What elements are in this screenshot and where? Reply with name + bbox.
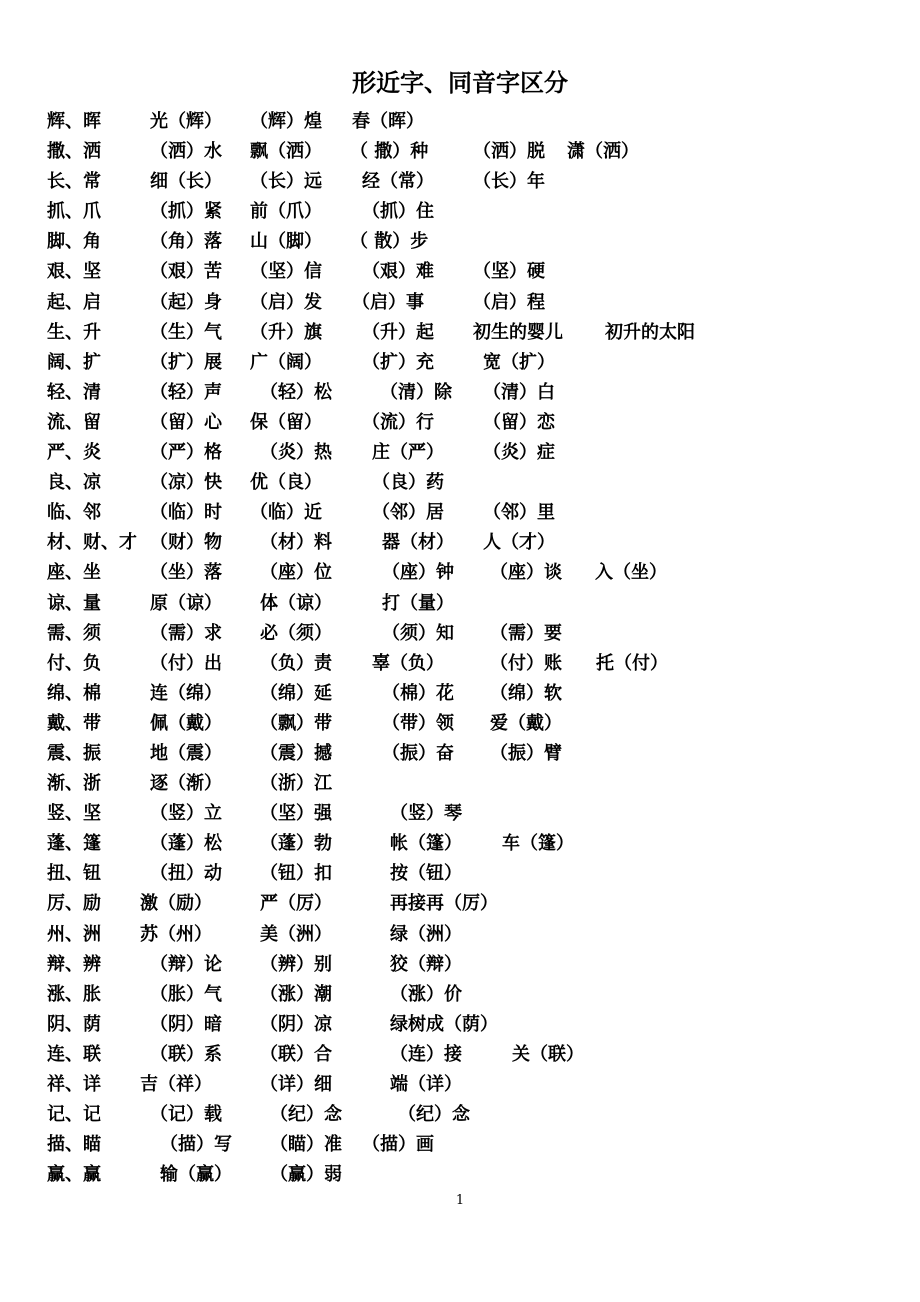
word-entry: 逐（渐） — [150, 773, 222, 795]
word-entry: （严）格 — [150, 442, 222, 464]
character-pair: 流、留 — [47, 411, 101, 433]
word-entry: （艰）苦 — [150, 261, 222, 283]
word-entry: （升）起 — [362, 321, 434, 343]
word-row — [0, 227, 920, 257]
word-row — [0, 1010, 920, 1040]
word-entry: （临）近 — [250, 502, 322, 524]
word-row — [0, 257, 920, 287]
word-entry: 经（常） — [362, 171, 434, 193]
word-entry: （绵）延 — [260, 682, 332, 704]
word-entry: （付）账 — [490, 652, 562, 674]
word-entry: 绿（洲） — [390, 923, 462, 945]
word-entry: 山（脚） — [250, 231, 322, 253]
word-entry: （纪）念 — [398, 1104, 470, 1126]
word-row — [0, 528, 920, 558]
word-entry: 初升的太阳 — [605, 321, 695, 343]
word-row — [0, 137, 920, 167]
character-pair: 辉、晖 — [47, 111, 101, 132]
word-entry: （洒）脱 — [473, 141, 545, 163]
word-entry: （须）知 — [382, 622, 454, 644]
word-row — [0, 1160, 920, 1190]
word-entry: （详）细 — [260, 1074, 332, 1095]
word-entry: （升）旗 — [250, 321, 322, 343]
word-entry: （财）物 — [150, 532, 222, 554]
character-pair: 记、记 — [47, 1104, 101, 1126]
word-entry: （轻）松 — [260, 381, 332, 403]
word-row — [0, 950, 920, 980]
word-entry: 庄（严） — [372, 442, 444, 464]
character-pair: 撒、洒 — [47, 141, 101, 163]
word-row — [0, 468, 920, 498]
word-entry: （邻）里 — [483, 502, 555, 524]
word-row — [0, 589, 920, 619]
word-entry: 光（辉） — [150, 111, 222, 132]
word-entry: （竖）琴 — [390, 803, 462, 825]
word-entry: 广（阔） — [250, 351, 322, 373]
character-pair: 厉、励 — [47, 893, 101, 915]
word-entry: （座）钟 — [382, 562, 454, 584]
character-pair: 竖、坚 — [47, 803, 101, 825]
word-entry: 帐（篷） — [390, 833, 462, 855]
word-entry: （座）位 — [260, 562, 332, 584]
word-entry: （生）气 — [150, 321, 222, 343]
word-row — [0, 408, 920, 438]
word-entry: 佩（戴） — [150, 712, 222, 734]
word-row — [0, 709, 920, 739]
page-number: 1 — [455, 1193, 465, 1208]
character-pair: 阔、扩 — [47, 351, 101, 373]
word-entry: 前（爪） — [250, 201, 322, 223]
word-entry: 绿树成（荫） — [390, 1013, 498, 1035]
character-pair: 绵、棉 — [47, 682, 101, 704]
word-entry: （赢）弱 — [270, 1164, 342, 1186]
word-entry: （棉）花 — [382, 682, 454, 704]
word-entry: （需）要 — [490, 622, 562, 644]
word-entry: （座）谈 — [490, 562, 562, 584]
word-entry: 再接再（厉） — [390, 893, 498, 915]
word-entry: 端（详） — [390, 1074, 462, 1095]
word-entry: 狡（辩） — [390, 953, 462, 975]
word-row — [0, 619, 920, 649]
character-pair: 材、财、才 — [47, 532, 137, 554]
word-row — [0, 167, 920, 197]
word-entry: （起）身 — [150, 291, 222, 313]
word-entry: 苏（州） — [140, 923, 212, 945]
word-entry: 春（晖） — [352, 111, 424, 132]
word-entry: 人（才） — [483, 532, 555, 554]
word-entry: （描）写 — [160, 1134, 232, 1156]
character-pair: 赢、赢 — [47, 1164, 101, 1186]
word-entry: 按（钮） — [390, 863, 462, 885]
word-entry: （阴）暗 — [150, 1013, 222, 1035]
word-entry: （坚）信 — [250, 261, 322, 283]
character-pair: 脚、角 — [47, 231, 101, 253]
character-pair: 严、炎 — [47, 442, 101, 464]
word-entry: （启）程 — [473, 291, 545, 313]
word-entry: （洒）水 — [150, 141, 222, 163]
word-entry: 打（量） — [382, 592, 454, 614]
word-entry: （描）画 — [362, 1134, 434, 1156]
word-entry: （震）撼 — [260, 742, 332, 764]
word-row — [0, 829, 920, 859]
page-title: 形近字、同音字区分 — [352, 68, 568, 97]
word-entry: 必（须） — [260, 622, 332, 644]
word-row — [0, 679, 920, 709]
character-pair: 起、启 — [47, 291, 101, 313]
character-pair: 轻、清 — [47, 381, 101, 403]
word-entry: 飘（洒） — [250, 141, 322, 163]
character-pair: 需、须 — [47, 622, 101, 644]
word-entry: （临）时 — [150, 502, 222, 524]
word-entry: （扩）展 — [150, 351, 222, 373]
word-entry: （钮）扣 — [260, 863, 332, 885]
word-entry: （长）年 — [473, 171, 545, 193]
word-entry: （浙）江 — [260, 773, 332, 795]
word-entry: （坚）强 — [260, 803, 332, 825]
word-entry: （涨）价 — [390, 983, 462, 1005]
word-entry: （材）料 — [260, 532, 332, 554]
word-entry: （付）出 — [150, 652, 222, 674]
word-entry: 保（留） — [250, 411, 322, 433]
word-entry: （振）臂 — [490, 742, 562, 764]
character-pair: 蓬、篷 — [47, 833, 101, 855]
word-entry: （邻）居 — [372, 502, 444, 524]
word-entry: 优（良） — [250, 472, 322, 494]
character-pair: 祥、详 — [47, 1074, 101, 1095]
word-row — [0, 1100, 920, 1130]
word-entry: 体（谅） — [260, 592, 332, 614]
word-entry: （流）行 — [362, 411, 434, 433]
word-entry: （艰）难 — [362, 261, 434, 283]
word-entry: （涨）潮 — [260, 983, 332, 1005]
character-pair: 渐、浙 — [47, 773, 101, 795]
word-entry: 潇（洒） — [567, 141, 639, 163]
word-entry: 地（震） — [150, 742, 222, 764]
character-pair: 生、升 — [47, 321, 101, 343]
word-entry: （清）白 — [483, 381, 555, 403]
word-entry: 严（厉） — [260, 893, 332, 915]
word-entry: （辉）煌 — [250, 111, 322, 132]
word-row — [0, 920, 920, 950]
word-row — [0, 378, 920, 408]
word-entry: （良）药 — [372, 472, 444, 494]
word-entry: 激（励） — [140, 893, 212, 915]
word-entry: （蓬）松 — [150, 833, 222, 855]
word-entry: （留）恋 — [483, 411, 555, 433]
word-entry: （扭）动 — [150, 863, 222, 885]
word-entry: （记）载 — [150, 1104, 222, 1126]
word-entry: 车（篷） — [502, 833, 574, 855]
word-entry: （联）合 — [260, 1043, 332, 1065]
word-entry: （连）接 — [390, 1043, 462, 1065]
word-entry: 吉（祥） — [140, 1074, 212, 1095]
character-pair: 戴、带 — [47, 712, 101, 734]
word-row — [0, 649, 920, 679]
character-pair: 州、洲 — [47, 923, 101, 945]
word-entry: （ 撒）种 — [350, 141, 429, 163]
character-pair: 阴、荫 — [47, 1013, 101, 1035]
word-entry: （瞄）准 — [270, 1134, 342, 1156]
word-entry: 宽（扩） — [483, 351, 555, 373]
word-row — [0, 980, 920, 1010]
character-pair: 艰、坚 — [47, 261, 101, 283]
character-pair: 辩、辨 — [47, 953, 101, 975]
word-entry: 美（洲） — [260, 923, 332, 945]
word-entry: 托（付） — [596, 652, 668, 674]
word-entry: 输（赢） — [160, 1164, 232, 1186]
word-entry: （炎）症 — [483, 442, 555, 464]
word-entry: （长）远 — [250, 171, 322, 193]
word-entry: 初生的婴儿 — [473, 321, 563, 343]
word-entry: （抓）住 — [362, 201, 434, 223]
character-pair: 谅、量 — [47, 592, 101, 614]
word-entry: （留）心 — [150, 411, 222, 433]
word-entry: 辜（负） — [372, 652, 444, 674]
word-entry: （清）除 — [380, 381, 452, 403]
character-pair: 良、凉 — [47, 472, 101, 494]
word-entry: （坚）硬 — [473, 261, 545, 283]
word-row — [0, 799, 920, 829]
word-entry: （炎）热 — [260, 442, 332, 464]
character-pair: 临、邻 — [47, 502, 101, 524]
word-entry: （需）求 — [150, 622, 222, 644]
word-entry: （竖）立 — [150, 803, 222, 825]
word-row — [0, 769, 920, 799]
word-entry: （纪）念 — [270, 1104, 342, 1126]
word-row — [0, 739, 920, 769]
word-row — [0, 348, 920, 378]
word-entry: （ 散）步 — [350, 231, 429, 253]
word-entry: （角）落 — [150, 231, 222, 253]
word-entry: （启）事 — [352, 291, 424, 313]
word-entry: （蓬）勃 — [260, 833, 332, 855]
character-pair: 连、联 — [47, 1043, 101, 1065]
word-entry: 爱（戴） — [490, 712, 562, 734]
word-row — [0, 1070, 920, 1100]
word-entry: （负）责 — [260, 652, 332, 674]
word-entry: （扩）充 — [362, 351, 434, 373]
word-entry: 器（材） — [382, 532, 454, 554]
word-row — [0, 318, 920, 348]
character-pair: 长、常 — [47, 171, 101, 193]
character-pair: 座、坐 — [47, 562, 101, 584]
character-pair: 付、负 — [47, 652, 101, 674]
word-row — [0, 889, 920, 919]
word-entry: （启）发 — [250, 291, 322, 313]
word-row — [0, 288, 920, 318]
word-entry: （振）奋 — [382, 742, 454, 764]
word-entry: 入（坐） — [595, 562, 667, 584]
word-entry: （轻）声 — [150, 381, 222, 403]
word-row — [0, 197, 920, 227]
word-entry: （带）领 — [382, 712, 454, 734]
word-entry: （辨）别 — [260, 953, 332, 975]
word-entry: 细（长） — [150, 171, 222, 193]
word-entry: （飘）带 — [260, 712, 332, 734]
word-row — [0, 107, 920, 137]
word-entry: 原（谅） — [150, 592, 222, 614]
word-entry: （凉）快 — [150, 472, 222, 494]
character-pair: 涨、胀 — [47, 983, 101, 1005]
character-pair: 扭、钮 — [47, 863, 101, 885]
word-entry: （绵）软 — [490, 682, 562, 704]
word-entry: （联）系 — [150, 1043, 222, 1065]
word-row — [0, 859, 920, 889]
word-row — [0, 1040, 920, 1070]
word-entry: （胀）气 — [150, 983, 222, 1005]
word-entry: 连（绵） — [150, 682, 222, 704]
character-pair: 描、瞄 — [47, 1134, 101, 1156]
word-entry: （阴）凉 — [260, 1013, 332, 1035]
word-entry: （辩）论 — [150, 953, 222, 975]
word-row — [0, 1130, 920, 1160]
word-row — [0, 498, 920, 528]
word-entry: （坐）落 — [150, 562, 222, 584]
character-pair: 震、振 — [47, 742, 101, 764]
word-row — [0, 558, 920, 588]
word-list — [0, 107, 920, 1190]
character-pair: 抓、爪 — [47, 201, 101, 223]
word-entry: 关（联） — [512, 1043, 584, 1065]
word-row — [0, 438, 920, 468]
word-entry: （抓）紧 — [150, 201, 222, 223]
